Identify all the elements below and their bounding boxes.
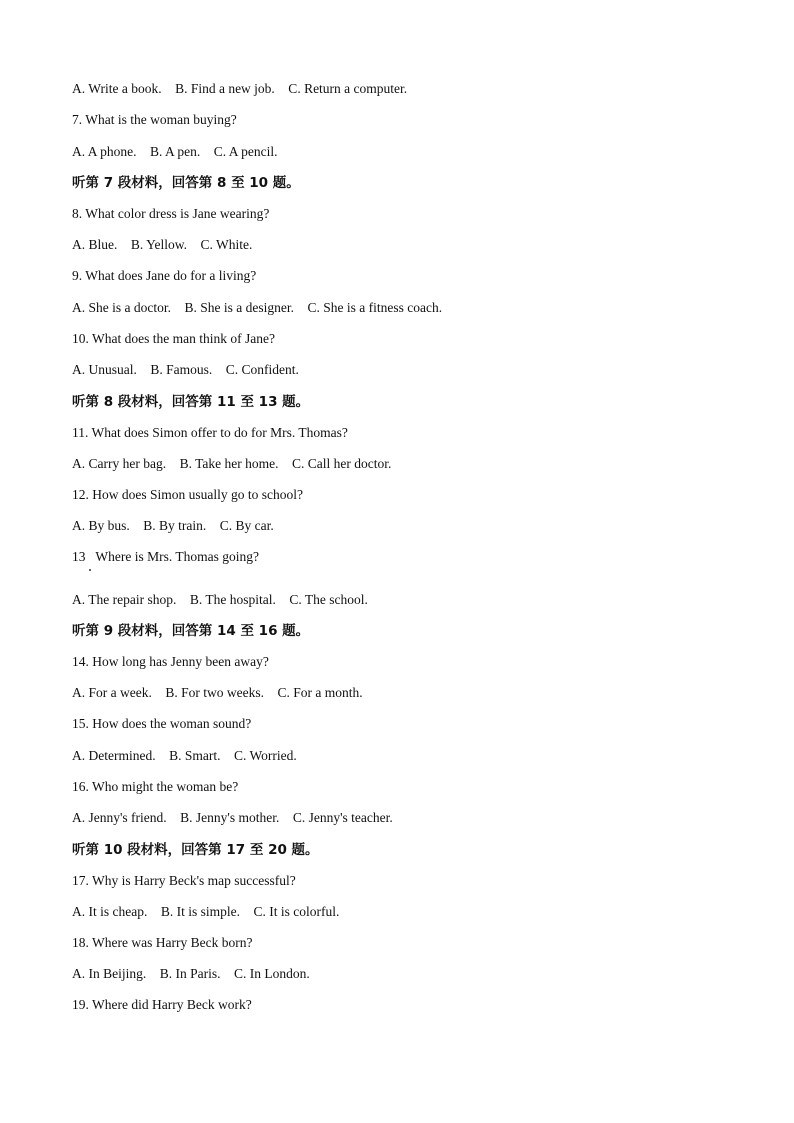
section-heading: 听第 10 段材料，回答第 17 至 20 题。: [72, 842, 319, 858]
question-line: 8. What color dress is Jane wearing?: [72, 206, 270, 221]
option-line: A. Unusual. B. Famous. C. Confident.: [72, 362, 299, 377]
option-line: A. Determined. B. Smart. C. Worried.: [72, 748, 297, 763]
question-line: 12. How does Simon usually go to school?: [72, 487, 303, 502]
question-line: 18. Where was Harry Beck born?: [72, 935, 253, 950]
question-line: 14. How long has Jenny been away?: [72, 654, 269, 669]
section-heading: 听第 8 段材料，回答第 11 至 13 题。: [72, 394, 310, 410]
question-line: 19. Where did Harry Beck work?: [72, 997, 252, 1012]
option-line: A. A phone. B. A pen. C. A pencil.: [72, 144, 278, 159]
question-line: 11. What does Simon offer to do for Mrs. Thomas?: [72, 425, 348, 440]
question-line: 17. Why is Harry Beck's map successful?: [72, 873, 296, 888]
section-heading: 听第 7 段材料，回答第 8 至 10 题。: [72, 175, 300, 191]
option-line: A. For a week. B. For two weeks. C. For a month.: [72, 685, 363, 700]
question-line: 10. What does the man think of Jane?: [72, 331, 275, 346]
option-line: A. Carry her bag. B. Take her home. C. Call her doctor.: [72, 456, 392, 471]
question-line: 15. How does the woman sound?: [72, 716, 252, 731]
option-line: A. In Beijing. B. In Paris. C. In London.: [72, 966, 310, 981]
option-line: A. Blue. B. Yellow. C. White.: [72, 237, 253, 252]
option-line: A. It is cheap. B. It is simple. C. It is colorful.: [72, 904, 340, 919]
section-heading: 听第 9 段材料，回答第 14 至 16 题。: [72, 623, 310, 639]
question-line: 13 Where is Mrs. Thomas going?: [72, 549, 259, 564]
option-line: A. By bus. B. By train. C. By car.: [72, 518, 274, 533]
option-line: A. The repair shop. B. The hospital. C. The school.: [72, 592, 368, 607]
question-line: 9. What does Jane do for a living?: [72, 268, 257, 283]
question-line: 7. What is the woman buying?: [72, 112, 237, 127]
option-line: A. Jenny's friend. B. Jenny's mother. C. Jenny's teacher.: [72, 810, 393, 825]
option-line: A. Write a book. B. Find a new job. C. Return a computer.: [72, 81, 408, 96]
question-line: 16. Who might the woman be?: [72, 779, 239, 794]
stray-dot-mark: [89, 569, 91, 571]
option-line: A. She is a doctor. B. She is a designer. C. She is a fitness coach.: [72, 300, 443, 315]
